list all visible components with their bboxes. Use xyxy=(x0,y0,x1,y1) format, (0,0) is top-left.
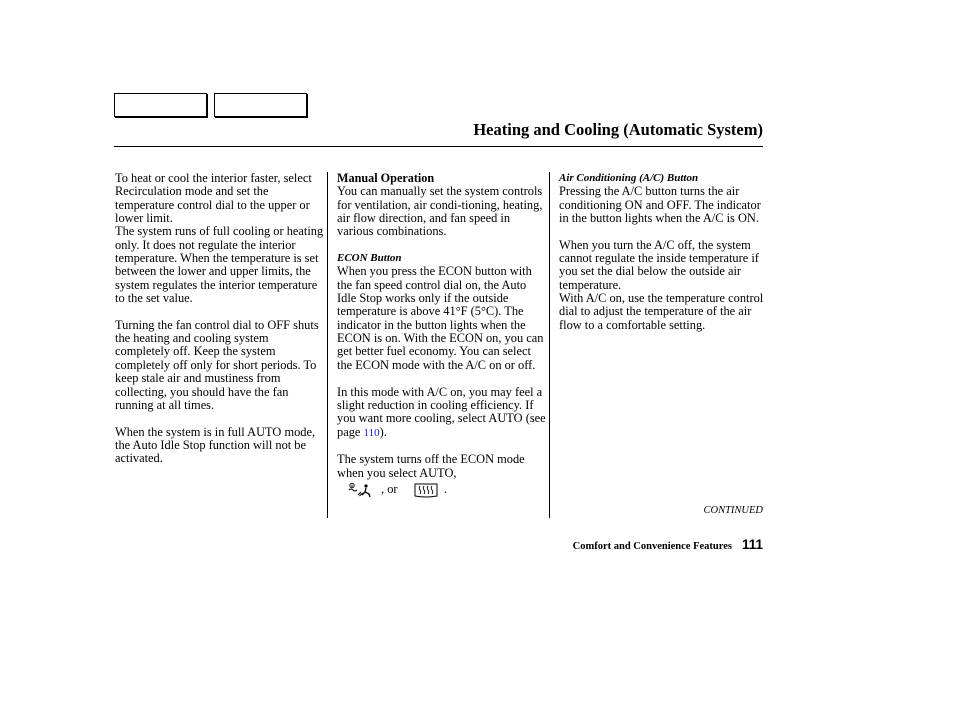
paragraph: Pressing the A/C button turns the air conditioning ON and OFF. The indicator in the button lights when the A/C is ON. xyxy=(559,184,761,226)
column-middle xyxy=(337,172,547,498)
page-number: 111 xyxy=(741,537,763,552)
icon-line-text: , or xyxy=(381,481,398,496)
section-tab-box xyxy=(214,93,307,117)
page-footer xyxy=(573,537,763,552)
title-divider xyxy=(114,146,763,147)
column-right xyxy=(559,172,769,332)
continued-label: CONTINUED xyxy=(703,505,763,516)
icon-line-text: . xyxy=(444,481,448,496)
paragraph: To heat or cool the interior faster, select Recirculation mode and set the temperature control dial to the upper or lower limit. xyxy=(115,171,312,226)
paragraph: Turning the fan control dial to OFF shuts the heating and cooling system completely off. Keep the system completely off only for short periods. To keep stale air and mustiness from collecting, you should have the fan running at all times. xyxy=(115,317,319,412)
paragraph: When you turn the A/C off, the system cannot regulate the inside temperature if you set the dial below the outside air temperature. xyxy=(559,237,759,292)
section-tab-box xyxy=(114,93,207,117)
paragraph: You can manually set the system controls for ventilation, air condi-tioning, heating, air flow direction, and fan speed in various combinations. xyxy=(337,184,543,239)
text-run: ). xyxy=(379,424,387,439)
paragraph: With A/C on, use the temperature control dial to adjust the temperature of the air flow to a comfortable setting. xyxy=(559,291,764,332)
rear-defrost-icon xyxy=(413,482,439,501)
paragraph: The system runs of full cooling or heating only. It does not regulate the interior temperature. When the temperature is set between the lower and upper limits, the system regulates the interior temperature to the set value. xyxy=(115,224,324,306)
econ-button-heading: ECON Button xyxy=(337,252,402,265)
page-title: Heating and Cooling (Automatic System) xyxy=(473,120,763,139)
paragraph: When the system is in full AUTO mode, the Auto Idle Stop function will not be activated. xyxy=(115,424,316,466)
paragraph: When you press the ECON button with the fan speed control dial on, the Auto Idle Stop works only if the outside temperature is above 41°F (5°C). The indicator in the button lights when the ECON is on. With the ECON on, you can get better fuel economy. You can select the ECON mode with the A/C on or off. xyxy=(337,264,544,372)
column-divider xyxy=(549,172,550,518)
text-run: In this mode with A/C on, you may feel a slight reduction in cooling efficiency. If you want more cooling, select AUTO (see page xyxy=(337,384,546,439)
defrost-floor-icon xyxy=(347,482,375,501)
column-left xyxy=(115,172,325,466)
manual-operation-heading: Manual Operation xyxy=(337,171,435,185)
ac-button-heading: Air Conditioning (A/C) Button xyxy=(559,172,699,184)
footer-section-title: Comfort and Convenience Features xyxy=(572,541,732,552)
paragraph: The system turns off the ECON mode when you select AUTO, xyxy=(337,452,525,480)
paragraph xyxy=(337,386,547,440)
column-divider xyxy=(327,172,328,518)
page-reference-link[interactable]: 110 xyxy=(363,426,380,439)
icon-line xyxy=(337,482,547,498)
